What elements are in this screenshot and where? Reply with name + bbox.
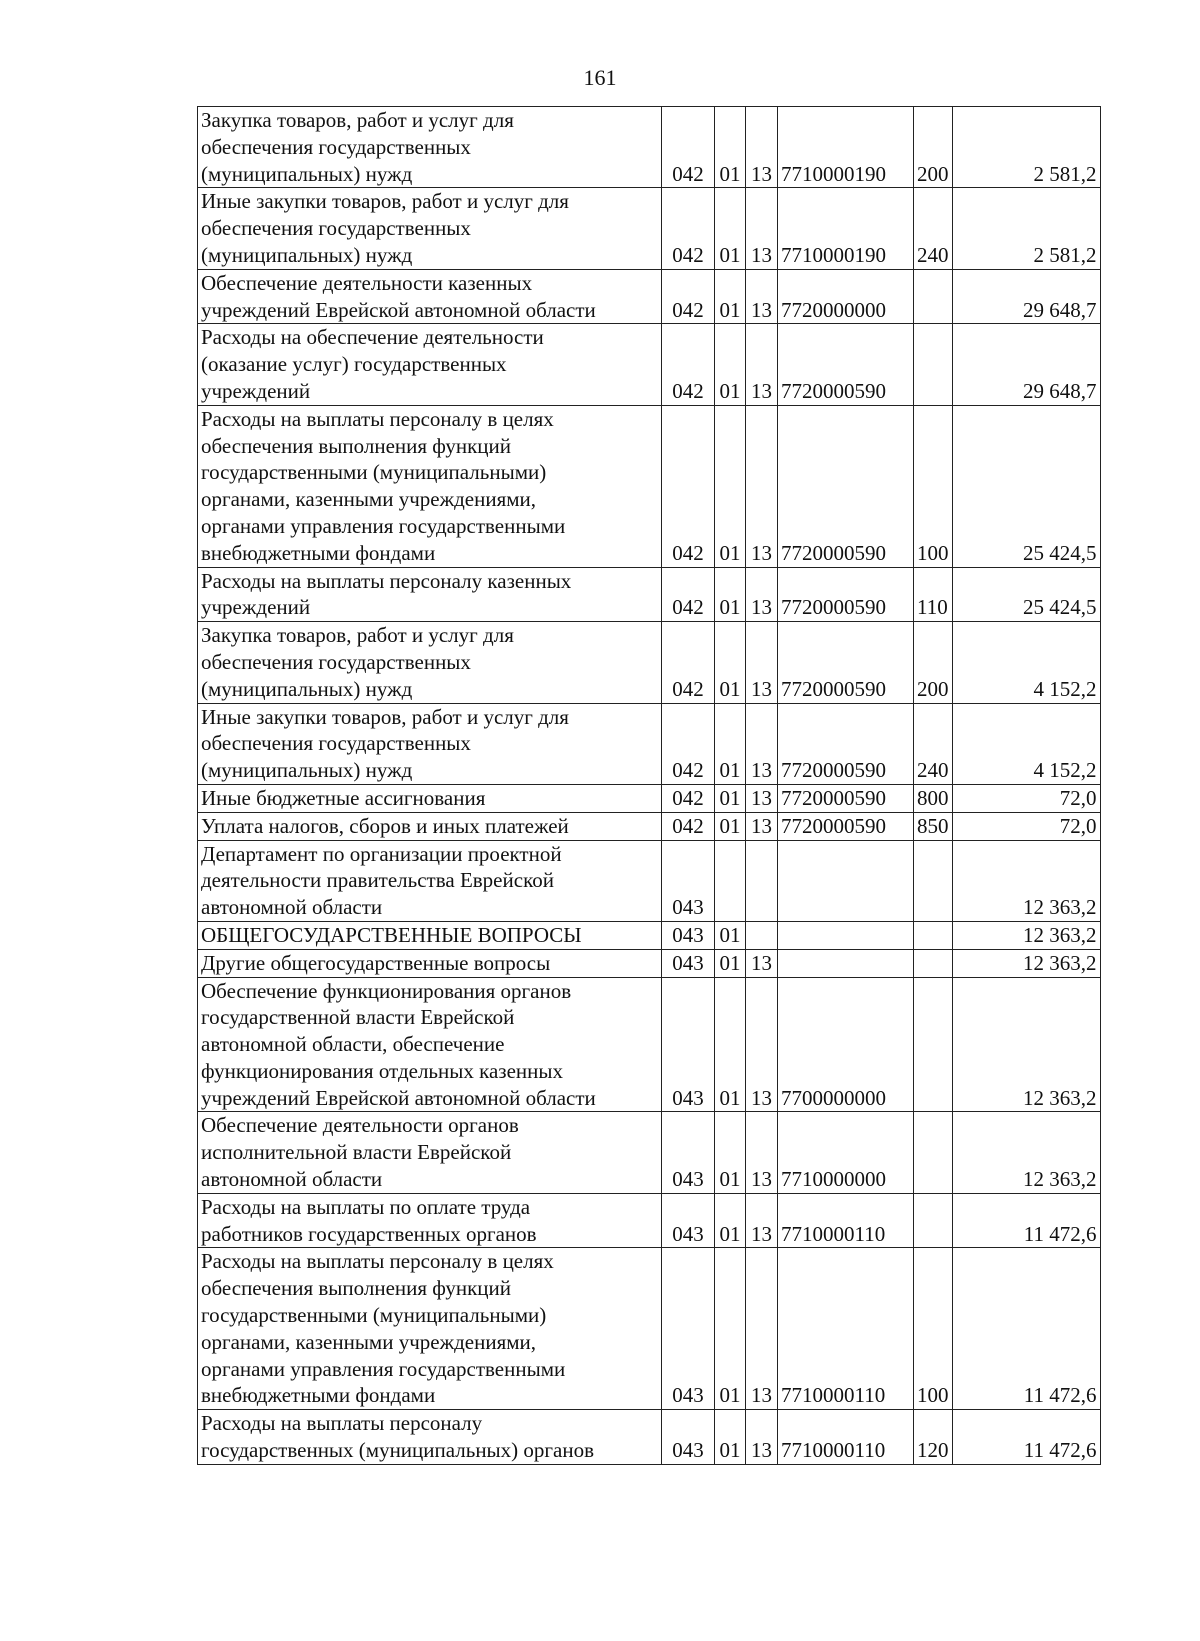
subsection-code: 13	[746, 269, 778, 324]
subsection-code: 13	[746, 1248, 778, 1410]
expense-type-code: 240	[914, 188, 953, 269]
target-article-code: 7710000110	[778, 1410, 914, 1465]
subsection-code: 13	[746, 188, 778, 269]
budget-table	[197, 106, 1101, 1465]
expense-type-code: 100	[914, 405, 953, 567]
target-article-code: 7720000590	[778, 324, 914, 405]
subsection-code: 13	[746, 567, 778, 622]
subsection-code: 13	[746, 324, 778, 405]
target-article-code: 7700000000	[778, 977, 914, 1112]
row-name: Расходы на выплаты персоналу казенных учреждений	[198, 567, 662, 622]
section-code: 01	[715, 921, 746, 949]
section-code: 01	[715, 949, 746, 977]
expense-type-code	[914, 1193, 953, 1248]
target-article-code: 7720000590	[778, 622, 914, 703]
expense-type-code	[914, 921, 953, 949]
ministry-code: 043	[662, 1410, 715, 1465]
row-name: Закупка товаров, работ и услуг для обеспечения государственных (муниципальных) нужд	[198, 622, 662, 703]
table-row	[198, 188, 1101, 269]
table-row	[198, 812, 1101, 840]
ministry-code: 043	[662, 1112, 715, 1193]
table-row	[198, 405, 1101, 567]
ministry-code: 042	[662, 567, 715, 622]
table-row	[198, 949, 1101, 977]
target-article-code: 7720000590	[778, 812, 914, 840]
target-article-code: 7720000590	[778, 703, 914, 784]
expense-type-code: 120	[914, 1410, 953, 1465]
amount: 2 581,2	[952, 107, 1100, 188]
section-code: 01	[715, 784, 746, 812]
ministry-code: 042	[662, 812, 715, 840]
table-row	[198, 567, 1101, 622]
amount: 12 363,2	[952, 949, 1100, 977]
amount: 12 363,2	[952, 1112, 1100, 1193]
expense-type-code: 100	[914, 1248, 953, 1410]
amount: 11 472,6	[952, 1410, 1100, 1465]
section-code: 01	[715, 324, 746, 405]
row-name: Расходы на обеспечение деятельности (оказание услуг) государственных учреждений	[198, 324, 662, 405]
section-code: 01	[715, 1193, 746, 1248]
target-article-code: 7720000590	[778, 784, 914, 812]
section-code: 01	[715, 1410, 746, 1465]
expense-type-code: 850	[914, 812, 953, 840]
page-number: 161	[583, 65, 617, 90]
amount: 11 472,6	[952, 1193, 1100, 1248]
table-row	[198, 1410, 1101, 1465]
table-body	[198, 107, 1101, 1465]
section-code	[715, 840, 746, 921]
amount: 72,0	[952, 784, 1100, 812]
expense-type-code	[914, 1112, 953, 1193]
table-row	[198, 269, 1101, 324]
table-row	[198, 784, 1101, 812]
ministry-code: 042	[662, 784, 715, 812]
ministry-code: 043	[662, 949, 715, 977]
row-name: Обеспечение деятельности казенных учреждений Еврейской автономной области	[198, 269, 662, 324]
subsection-code: 13	[746, 1193, 778, 1248]
subsection-code: 13	[746, 812, 778, 840]
row-name: Расходы на выплаты персоналу государственных (муниципальных) органов	[198, 1410, 662, 1465]
section-code: 01	[715, 405, 746, 567]
section-code: 01	[715, 703, 746, 784]
table-row	[198, 324, 1101, 405]
expense-type-code: 200	[914, 622, 953, 703]
target-article-code	[778, 840, 914, 921]
section-code: 01	[715, 622, 746, 703]
row-name: Иные закупки товаров, работ и услуг для обеспечения государственных (муниципальных) нужд	[198, 703, 662, 784]
expense-type-code: 800	[914, 784, 953, 812]
expense-type-code: 200	[914, 107, 953, 188]
section-code: 01	[715, 1112, 746, 1193]
table-row	[198, 1193, 1101, 1248]
subsection-code	[746, 921, 778, 949]
amount: 72,0	[952, 812, 1100, 840]
section-code: 01	[715, 107, 746, 188]
table-row	[198, 703, 1101, 784]
row-name: Закупка товаров, работ и услуг для обеспечения государственных (муниципальных) нужд	[198, 107, 662, 188]
row-name: ОБЩЕГОСУДАРСТВЕННЫЕ ВОПРОСЫ	[198, 921, 662, 949]
expense-type-code	[914, 269, 953, 324]
table-row	[198, 1248, 1101, 1410]
row-name: Расходы на выплаты персоналу в целях обеспечения выполнения функций государственными (муниципальными) органами, казенными учреждениями, органами управления государственными внебюджетными фондами	[198, 1248, 662, 1410]
subsection-code: 13	[746, 622, 778, 703]
ministry-code: 042	[662, 622, 715, 703]
target-article-code: 7710000190	[778, 188, 914, 269]
row-name: Обеспечение функционирования органов государственной власти Еврейской автономной области, обеспечение функционирования отдельных казенных учреждений Еврейской автономной области	[198, 977, 662, 1112]
expense-type-code	[914, 324, 953, 405]
amount: 29 648,7	[952, 269, 1100, 324]
ministry-code: 042	[662, 405, 715, 567]
target-article-code: 7720000000	[778, 269, 914, 324]
row-name: Департамент по организации проектной деятельности правительства Еврейской автономной области	[198, 840, 662, 921]
ministry-code: 042	[662, 269, 715, 324]
section-code: 01	[715, 977, 746, 1112]
subsection-code: 13	[746, 977, 778, 1112]
amount: 4 152,2	[952, 622, 1100, 703]
target-article-code: 7710000110	[778, 1248, 914, 1410]
subsection-code: 13	[746, 405, 778, 567]
expense-type-code	[914, 949, 953, 977]
table-row	[198, 1112, 1101, 1193]
amount: 12 363,2	[952, 921, 1100, 949]
table-row	[198, 622, 1101, 703]
target-article-code	[778, 921, 914, 949]
expense-type-code: 110	[914, 567, 953, 622]
ministry-code: 043	[662, 921, 715, 949]
amount: 4 152,2	[952, 703, 1100, 784]
expense-type-code	[914, 977, 953, 1112]
table-row	[198, 921, 1101, 949]
amount: 2 581,2	[952, 188, 1100, 269]
amount: 25 424,5	[952, 405, 1100, 567]
section-code: 01	[715, 567, 746, 622]
subsection-code: 13	[746, 1410, 778, 1465]
target-article-code: 7710000000	[778, 1112, 914, 1193]
row-name: Уплата налогов, сборов и иных платежей	[198, 812, 662, 840]
amount: 25 424,5	[952, 567, 1100, 622]
target-article-code: 7720000590	[778, 405, 914, 567]
ministry-code: 043	[662, 1193, 715, 1248]
row-name: Расходы на выплаты персоналу в целях обеспечения выполнения функций государственными (муниципальными) органами, казенными учреждениями, органами управления государственными внебюджетными фондами	[198, 405, 662, 567]
section-code: 01	[715, 1248, 746, 1410]
subsection-code	[746, 840, 778, 921]
section-code: 01	[715, 269, 746, 324]
row-name: Иные бюджетные ассигнования	[198, 784, 662, 812]
subsection-code: 13	[746, 1112, 778, 1193]
target-article-code: 7710000110	[778, 1193, 914, 1248]
ministry-code: 042	[662, 107, 715, 188]
table-row	[198, 840, 1101, 921]
subsection-code: 13	[746, 949, 778, 977]
ministry-code: 043	[662, 840, 715, 921]
ministry-code: 042	[662, 324, 715, 405]
amount: 12 363,2	[952, 840, 1100, 921]
table-row	[198, 107, 1101, 188]
target-article-code: 7710000190	[778, 107, 914, 188]
ministry-code: 042	[662, 188, 715, 269]
amount: 12 363,2	[952, 977, 1100, 1112]
row-name: Другие общегосударственные вопросы	[198, 949, 662, 977]
row-name: Иные закупки товаров, работ и услуг для обеспечения государственных (муниципальных) нужд	[198, 188, 662, 269]
amount: 29 648,7	[952, 324, 1100, 405]
section-code: 01	[715, 188, 746, 269]
table-row	[198, 977, 1101, 1112]
row-name: Обеспечение деятельности органов исполнительной власти Еврейской автономной области	[198, 1112, 662, 1193]
expense-type-code: 240	[914, 703, 953, 784]
subsection-code: 13	[746, 784, 778, 812]
row-name: Расходы на выплаты по оплате труда работников государственных органов	[198, 1193, 662, 1248]
ministry-code: 042	[662, 703, 715, 784]
target-article-code	[778, 949, 914, 977]
target-article-code: 7720000590	[778, 567, 914, 622]
amount: 11 472,6	[952, 1248, 1100, 1410]
section-code: 01	[715, 812, 746, 840]
ministry-code: 043	[662, 1248, 715, 1410]
subsection-code: 13	[746, 107, 778, 188]
subsection-code: 13	[746, 703, 778, 784]
ministry-code: 043	[662, 977, 715, 1112]
expense-type-code	[914, 840, 953, 921]
